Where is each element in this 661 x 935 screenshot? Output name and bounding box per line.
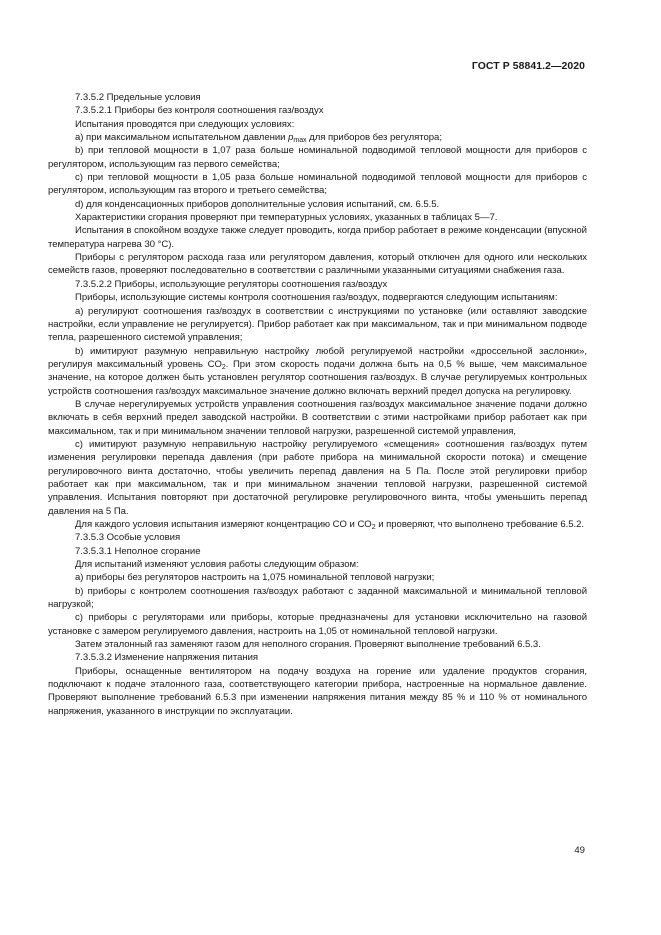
paragraph-p09	[48, 224, 587, 251]
paragraph-p05	[48, 144, 587, 171]
paragraph-p16	[48, 438, 587, 518]
text-run: b) приборы с контролем соотношения газ/воздух работают с заданной максимальной и минимальной тепловой нагрузкой;	[48, 585, 587, 611]
subscript: max	[293, 137, 307, 145]
paragraph-p17	[48, 518, 587, 531]
text-run: a) при максимальном испытательном давлении	[75, 132, 289, 144]
italic-symbol: p	[288, 132, 294, 144]
text-run: Характеристики сгорания проверяют при температурных условиях, указанных в таблицах 5—7.	[75, 212, 498, 224]
paragraph-p07	[48, 198, 587, 211]
text-run: d) для конденсационных приборов дополнительные условия испытаний, см. 6.5.5.	[75, 198, 440, 210]
text-run: 7.3.5.2.1 Приборы без контроля соотношения газ/воздух	[75, 105, 324, 117]
text-run: 7.3.5.2 Предельные условия	[75, 92, 201, 103]
text-run: c) при тепловой мощности в 1,05 раза больше номинальной подводимой тепловой мощности для приборов с регулятором, использующим газ второго и третьего семейства;	[48, 172, 587, 197]
paragraph-p03	[48, 118, 587, 131]
paragraph-p19	[48, 545, 587, 558]
document-standard-number: ГОСТ Р 58841.2—2020	[471, 61, 585, 72]
text-run: В случае нерегулируемых устройств управления соотношения газ/воздух максимальное значение подачи должно включать в себя верхний предел заводской настройки. В соответствии с этими настройками прибор работает как при максимальном, так и при минимальном значении тепловой нагрузки, разрешенной системой управления,	[48, 398, 587, 437]
paragraph-p13	[48, 305, 587, 345]
paragraph-p15	[48, 398, 587, 438]
paragraph-p12	[48, 291, 587, 304]
text-run: Затем эталонный газ заменяют газом для неполного сгорания. Проверяют выполнение требований 6.5.3.	[75, 639, 541, 651]
paragraph-p14	[48, 345, 587, 398]
paragraph-p08	[48, 211, 587, 224]
paragraph-p11	[48, 278, 587, 291]
text-run: Для испытаний изменяют условия работы следующим образом:	[75, 559, 359, 571]
paragraph-p26	[48, 665, 587, 718]
subscript: 2	[371, 524, 376, 531]
paragraph-p22	[48, 585, 587, 612]
subscript: 2	[221, 363, 226, 371]
paragraph-p10	[48, 251, 587, 278]
text-run: 7.3.5.3 Особые условия	[75, 532, 181, 544]
paragraph-p06	[48, 171, 587, 198]
document-body	[48, 91, 587, 718]
text-run: c) имитируют разумную неправильную настройку регулируемого «смещения» соотношения газ/воздух путем изменения регулировки перепада давления (при работе прибора на минимальной скорости потока) и смещение регулировочного винта достаточно, чтобы увеличить перепад давления на 5 Па. После этой регулировки прибор работает как при максимальном, так и при минимальном значении тепловой нагрузки, разрешенной системой управления. Испытания повторяют при достаточной регулировке регулировочного винта, чтобы уменьшить перепад давления на 5 Па.	[48, 438, 587, 517]
text-run: 7.3.5.3.2 Изменение напряжения питания	[75, 652, 259, 664]
text-run: b) имитируют разумную неправильную настройку любой регулируемой настройки «дроссельной заслонки», регулируя максимальный уровень CO	[48, 345, 587, 370]
paragraph-p23	[48, 611, 587, 638]
text-run: c) приборы с регуляторами или приборы, которые предназначены для установки исключительно на газовой установке с замером регулируемого давления, настроить на 1,05 от номинальной тепловой нагрузки.	[48, 612, 587, 637]
paragraph-p20	[48, 558, 587, 571]
paragraph-p18	[48, 531, 587, 544]
text-run: a) приборы без регуляторов настроить на 1,075 номинальной тепловой нагрузки;	[75, 572, 435, 584]
paragraph-p21	[48, 571, 587, 584]
text-run: Испытания проводятся при следующих условиях:	[75, 118, 295, 130]
text-run: Приборы, оснащенные вентилятором на подачу воздуха на горение или удаление продуктов сгорания, подключают к подаче эталонного газа, соответствующего категории прибора, настроенные на нормальное давление. Проверяют выполнение требований 6.5.3 при изменении напряжения питания между 85 % и 110 % от номинального напряжения, указанного в инструкции по эксплуатации.	[48, 665, 587, 717]
paragraph-p02	[48, 104, 587, 117]
paragraph-p04	[48, 131, 587, 144]
text-run: для приборов без регулятора;	[306, 132, 442, 144]
text-run: Приборы, использующие системы контроля соотношения газ/воздух, подвергаются следующим испытаниям:	[75, 292, 558, 304]
text-run: Испытания в спокойном воздухе также следует проводить, когда прибор работает в режиме конденсации (впускной температура нагрева 30 °C).	[48, 225, 587, 250]
page-number: 49	[574, 845, 585, 856]
text-run: . При этом скорость подачи должна быть на 0,5 % выше, чем максимальное значение, на которое должен быть установлен регулятор соотношения газ/воздух. В случае регулируемых контрольных устройств соотношения газ/воздух максимальное значение должно включать верхний предел допуска на регулировку.	[48, 358, 587, 397]
text-run: b) при тепловой мощности в 1,07 раза больше номинальной подводимой тепловой мощности для приборов с регулятором, использующим газ первого семейства;	[48, 145, 587, 170]
paragraph-p01	[48, 91, 587, 104]
text-run: и проверяют, что выполнено требование 6.5.2.	[375, 519, 585, 530]
text-run: 7.3.5.3.1 Неполное сгорание	[75, 545, 201, 557]
text-run: a) регулируют соотношения газ/воздух в соответствии с инструкциями по установке (или оставляют заводские настройки, если управление не регулируется). Прибор работает как при максимальном, так и при минимальном подводе тепла, разрешенного системой управления;	[48, 305, 587, 344]
text-run: 7.3.5.2.2 Приборы, использующие регуляторы соотношения газ/воздух	[75, 278, 388, 290]
paragraph-p25	[48, 651, 587, 664]
text-run: Для каждого условия испытания измеряют концентрацию CO и CO	[75, 519, 372, 530]
text-run: Приборы с регулятором расхода газа или регулятором давления, который отключен для одного или нескольких семейств газов, проверяют последовательно в соответствии с различными указанными ситуациями снабжения газа.	[48, 252, 587, 277]
paragraph-p24	[48, 638, 587, 651]
